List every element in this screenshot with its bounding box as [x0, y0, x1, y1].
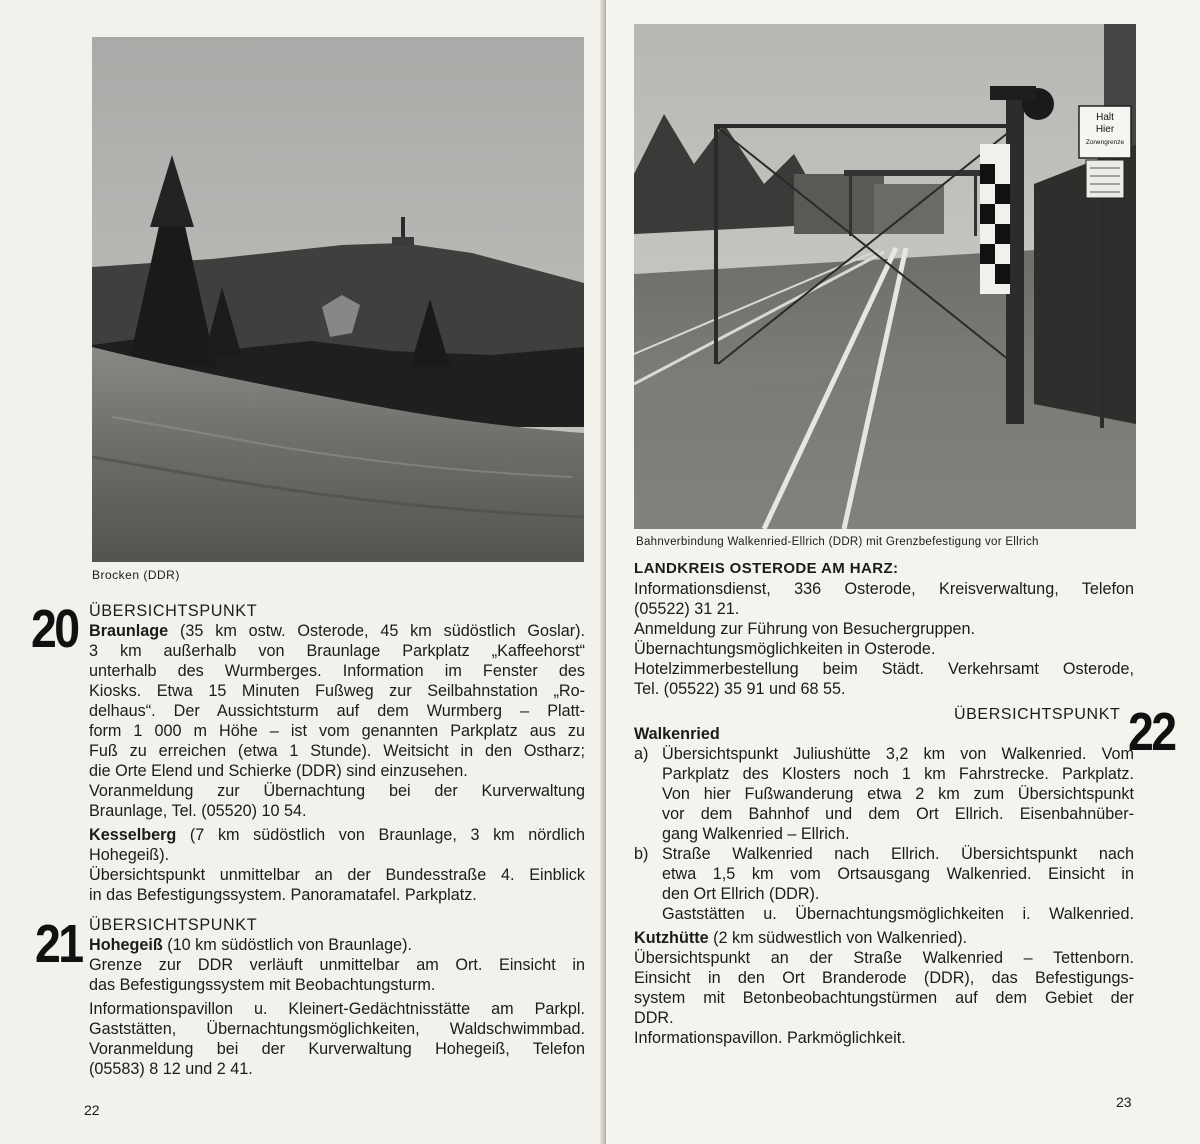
section-20-heading: ÜBERSICHTSPUNKT: [89, 602, 258, 620]
kutzhuette-line-2: Übersichtspunkt an der Straße Walkenried – Tettenborn.: [634, 949, 1134, 967]
kutzhuette-line-5: DDR.: [634, 1009, 674, 1027]
landkreis-line-1: Informationsdienst, 336 Osterode, Kreisverwaltung, Telefon: [634, 580, 1134, 598]
sign-line-halt: Halt: [1096, 112, 1114, 123]
item-b-letter: b): [634, 845, 649, 863]
item-a-line-3: Von hier Fußwanderung etwa 2 km zum Übersichtspunkt: [662, 785, 1134, 803]
braunlage-line-7: Fuß zu erreichen (etwa 1 Stunde). Weitsicht in den Ostharz;: [89, 742, 585, 760]
section-21: [89, 915, 585, 1079]
item-a-line-4: vor dem Bahnhof und dem Ort Ellrich. Eisenbahnüber-: [662, 805, 1134, 823]
braunlage-line-1: Braunlage (35 km ostw. Osterode, 45 km südöstlich Goslar).: [89, 622, 585, 640]
braunlage-title: Braunlage: [89, 622, 169, 640]
item-a-line-2: Parkplatz des Klosters noch 1 km Fahrstrecke. Parkplatz.: [662, 765, 1134, 783]
braunlage-line-10: Braunlage, Tel. (05520) 10 54.: [89, 802, 307, 820]
braunlage-line-6: form 1 000 m Höhe – ist vom genannten Parkplatz aus zu: [89, 722, 585, 740]
section-20-number: 20: [31, 599, 78, 659]
item-a-line-1: Übersichtspunkt Juliushütte 3,2 km von Walkenried. Vom: [662, 745, 1134, 763]
landkreis-line-4: Übernachtungsmöglichkeiten in Osterode.: [634, 640, 936, 658]
hohegeiss-line-4: Informationspavillon u. Kleinert-Gedächtnisstätte am Parkpl.: [89, 1000, 585, 1018]
kutzhuette-title: Kutzhütte: [634, 929, 709, 947]
kesselberg-line-2: Hohegeiß).: [89, 846, 170, 864]
item-b-line-3: den Ort Ellrich (DDR).: [662, 885, 820, 903]
item-a-letter: a): [634, 745, 649, 763]
kesselberg-line-3: Übersichtspunkt unmittelbar an der Bundesstraße 4. Einblick: [89, 866, 585, 884]
sign-line-zonengrenze: Zonengrenze: [1085, 139, 1125, 146]
item-a-line-5: gang Walkenried – Ellrich.: [662, 825, 850, 843]
right-page: [606, 0, 1200, 1144]
kutzhuette-line-6: Informationspavillon. Parkmöglichkeit.: [634, 1029, 906, 1047]
landkreis-block: [634, 559, 1134, 699]
braunlage-line-3: unterhalb des Wurmberges. Information im Fenster des: [89, 662, 585, 680]
item-b-line-1: Straße Walkenried nach Ellrich. Übersichtspunkt nach: [662, 845, 1134, 863]
section-22-heading: ÜBERSICHTSPUNKT: [954, 706, 1121, 723]
page-number-left: 22: [84, 1102, 100, 1118]
landkreis-line-6: Tel. (05522) 35 91 und 68 55.: [634, 680, 846, 698]
hohegeiss-line-6: Voranmeldung bei der Kurverwaltung Hohegeiß, Telefon: [89, 1040, 585, 1058]
hohegeiss-line-7: (05583) 8 12 und 2 41.: [89, 1060, 253, 1078]
page-number-right: 23: [1116, 1094, 1132, 1110]
kutzhuette-line-4: system mit Betonbeobachtungstürmen auf dem Gebiet der: [634, 989, 1134, 1007]
hohegeiss-line-3: das Befestigungssystem mit Beobachtungsturm.: [89, 976, 436, 994]
section-21-heading: ÜBERSICHTSPUNKT: [89, 916, 258, 934]
landkreis-line-2: (05522) 31 21.: [634, 600, 740, 618]
kutzhuette-line-1: Kutzhütte (2 km südwestlich von Walkenried).: [634, 929, 968, 947]
item-b-line-4: Gaststätten u. Übernachtungsmöglichkeiten i. Walkenried.: [662, 905, 1134, 923]
walkenried-title: Walkenried: [634, 725, 720, 743]
landkreis-line-3: Anmeldung zur Führung von Besuchergruppen.: [634, 620, 976, 638]
brocken-photo: [92, 37, 584, 562]
braunlage-line-2: 3 km außerhalb von Braunlage Parkplatz „Kaffeehorst“: [89, 642, 585, 660]
section-21-number: 21: [35, 914, 82, 974]
kesselberg-line-1: Kesselberg (7 km südöstlich von Braunlage, 3 km nördlich: [89, 826, 585, 844]
braunlage-line-9: Voranmeldung zur Übernachtung bei der Kurverwaltung: [89, 782, 585, 800]
landkreis-title: LANDKREIS OSTERODE AM HARZ:: [634, 560, 899, 577]
brocken-caption: Brocken (DDR): [92, 568, 180, 582]
hohegeiss-line-1: Hohegeiß (10 km südöstlich von Braunlage).: [89, 936, 412, 954]
walkenried-item-a: [634, 744, 1134, 844]
kutzhuette-line-3: Einsicht in den Ort Branderode (DDR), das Befestigungs-: [634, 969, 1134, 987]
walkenried-item-b: [634, 844, 1134, 924]
braunlage-line-8: die Orte Elend und Schierke (DDR) sind einzusehen.: [89, 762, 468, 780]
section-22: [634, 724, 1134, 1048]
hohegeiss-line-2: Grenze zur DDR verläuft unmittelbar am Ort. Einsicht in: [89, 956, 585, 974]
braunlage-line-5: delhaus“. Der Aussichtsturm auf dem Wurmberg – Platt-: [89, 702, 585, 720]
railway-border-photo: [634, 24, 1136, 529]
hohegeiss-line-5: Gaststätten, Übernachtungsmöglichkeiten, Waldschwimmbad.: [89, 1020, 585, 1038]
hohegeiss-title: Hohegeiß: [89, 936, 163, 954]
item-b-line-2: etwa 1,5 km vom Ortsausgang Walkenried. Einsicht in: [662, 865, 1134, 883]
braunlage-line-4: Kiosks. Etwa 15 Minuten Fußweg zur Seilbahnstation „Ro-: [89, 682, 585, 700]
kesselberg-line-4: in das Befestigungssystem. Panoramatafel. Parkplatz.: [89, 886, 477, 904]
section-20: [89, 601, 585, 905]
railway-caption: Bahnverbindung Walkenried-Ellrich (DDR) mit Grenzbefestigung vor Ellrich: [636, 536, 1039, 548]
landkreis-line-5: Hotelzimmerbestellung beim Städt. Verkehrsamt Osterode,: [634, 660, 1134, 678]
kesselberg-title: Kesselberg: [89, 826, 177, 844]
section-22-number: 22: [1128, 702, 1175, 762]
sign-line-hier: Hier: [1095, 124, 1115, 135]
